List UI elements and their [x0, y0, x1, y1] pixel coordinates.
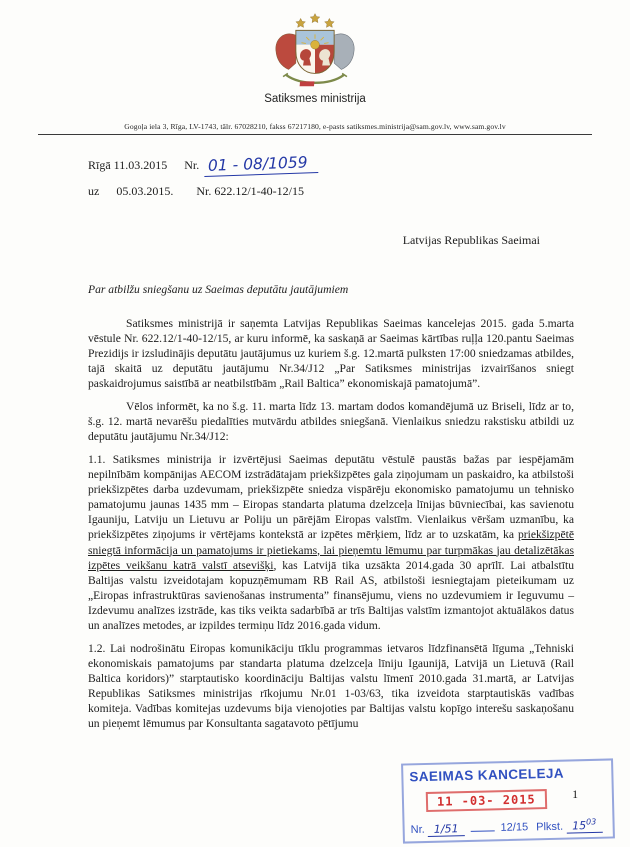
stamp-plkst-label: Plkst. [536, 820, 564, 834]
stamp-date: 11 -03- 2015 [426, 789, 547, 812]
ref-number: Nr. 622.12/1-40-12/15 [196, 184, 304, 198]
contact-line: Gogoļa iela 3, Rīga, LV-1743, tālr. 67028210, fakss 67217180, e-pasts satiksmes.ministrija@sam.gov.lv, www.sam.gov.lv [124, 122, 506, 131]
paragraph-1: Satiksmes ministrijā ir saņemta Latvijas Republikas Saeimas kancelejas 2015. gada 5.marta vēstule Nr. 622.12/1-40-12/15, ar kuru informē, ka saskaņā ar Saeimas kārtības ruļļa 120.pantu Saeimas Prezidijs ir izsludinājis deputātu jautājumus uz kuriem š.g. 12.martā pulksten 17:00 sniedzamas atbildes, tajā skaitā uz deputātu jautājumu Nr.34/J12 „Par Satiksmes ministrijas izvairīšanos sniegt paskaidrojumus saistībā ar neatbilstībām „Rail Baltica” ekonomiskajā pamatojumā”. [88, 316, 574, 390]
reference-line [88, 184, 630, 199]
stamp-ref: 12/15 [500, 821, 529, 835]
place-and-date: Rīgā 11.03.2015 [88, 158, 168, 172]
registration-stamp [401, 759, 615, 844]
stamp-handwritten-number: 1/51 [428, 822, 465, 837]
letterhead [0, 0, 630, 135]
stamp-blank-line [470, 821, 494, 832]
ministry-name: Satiksmes ministrija [264, 93, 366, 105]
paragraph-3-text-end: , kas Latvijā tika uzsākta 2014.gada 30 aprīlī. Lai atbalstītu Baltijas valstu izveidotajam kopuzņēmumam RB Rail AS, atbilstoši iesniegtajam pieteikumam uz „Eiropas infrastruktūras savienošanas instrumenta” finansējumu, viens no uzdevumiem ir Ieguvumu – Izdevumu analīzes izstrāde, kas tiks veikta sadarbībā ar trīs Baltijas valstīm izmantojot aktuālākos datus un analīzes metodes, ar izpildes termiņu līdz 2016.gada vidum. [88, 558, 574, 632]
date-line [88, 155, 630, 175]
stamp-nr-label: Nr. [410, 824, 425, 837]
handwritten-doc-number: 01 - 08/1059 [204, 153, 318, 177]
latvia-coat-of-arms-icon [0, 8, 630, 91]
stamp-time-hour: 15 [571, 819, 587, 833]
paragraph-3-text: 1.1. Satiksmes ministrija ir izvērtējusi Saeimas deputātu vēstulē paustās bažas par iespējamām nepilnībām kompānijas AECOM izstrādātajam priekšizpētes gala ziņojumam un paskaidro, ka atbilstoši priekšizpētes darba uzdevumam, priekšizpēte sniedza vispārēju ekonomisko pamatojumu un tehnisko pamatojumu jaunas 1435 mm – Eiropas standarta platuma dzelzceļa līnijas būvniecībai, kas savienotu Igauniju, Latviju un Lietuvu ar Poliju un pārējām Eiropas valstīm. Vienlaikus vēršam uzmanību, ka priekšizpētes ziņojums ir vērtējams kontekstā ar izpētes mērķiem, līdz ar to uzskatām, ka [88, 453, 574, 542]
stamp-border-box [401, 759, 615, 844]
paragraph-3 [88, 452, 574, 633]
stamp-handwritten-time [566, 819, 603, 834]
paragraph-2: Vēlos informēt, ka no š.g. 11. marta līdz 13. martam dodos komandējumā uz Briseli, līdz ar to, š.g. 12. martā nevarēšu piedalīties mutvārdu atbildes sniegšanā. Vienlaikus sniedzu rakstisku atbildi uz deputātu jautājumu Nr.34/J12: [88, 399, 574, 444]
underlined-passage: priekšizpētē sniegtā informācija un pamatojums ir pietiekams, lai pieņemtu lēmumu par turpmākas jau detalizētākas izpētes veikšanu katrā valstī atsevišķi [88, 528, 574, 572]
stamp-time-minutes: 03 [585, 817, 597, 827]
page-number: 1 [572, 789, 578, 801]
stamp-registration-row [410, 817, 606, 836]
ref-prefix: uz [88, 184, 100, 198]
paragraph-4: 1.2. Lai nodrošinātu Eiropas komunikāciju tīklu programmas ietvaros līdzfinansētā līguma „Tehniski ekonomiskais pamatojums par standarta platuma dzelzceļa līniju Igaunijā, Latvijā un Lietuvā (Rail Baltica koridors)” starptautisko koordināciju Baltijas valstu līmenī 2010.gada 31.martā, ar Latvijas Republikas Satiksmes ministrijas rīkojumu Nr.01 1-03/63, tika izveidota starptautiskās vadības komiteja. Vadības komitejas uzdevums bija vienojoties par Baltijas valstu kopīgo interešu saskaņošanu un pieņemt lēmumus par Konsultanta sagatavoto pētījumu [88, 641, 574, 731]
stamp-title: SAEIMAS KANCELEJA [409, 765, 565, 785]
subject-line: Par atbilžu sniegšanu uz Saeimas deputātu jautājumiem [88, 283, 349, 296]
letter-body [88, 316, 574, 732]
addressee: Latvijas Republikas Saeimai [402, 233, 540, 247]
ref-date: 05.03.2015. [116, 184, 174, 198]
header-divider [38, 134, 592, 135]
number-label: Nr. [184, 158, 200, 172]
